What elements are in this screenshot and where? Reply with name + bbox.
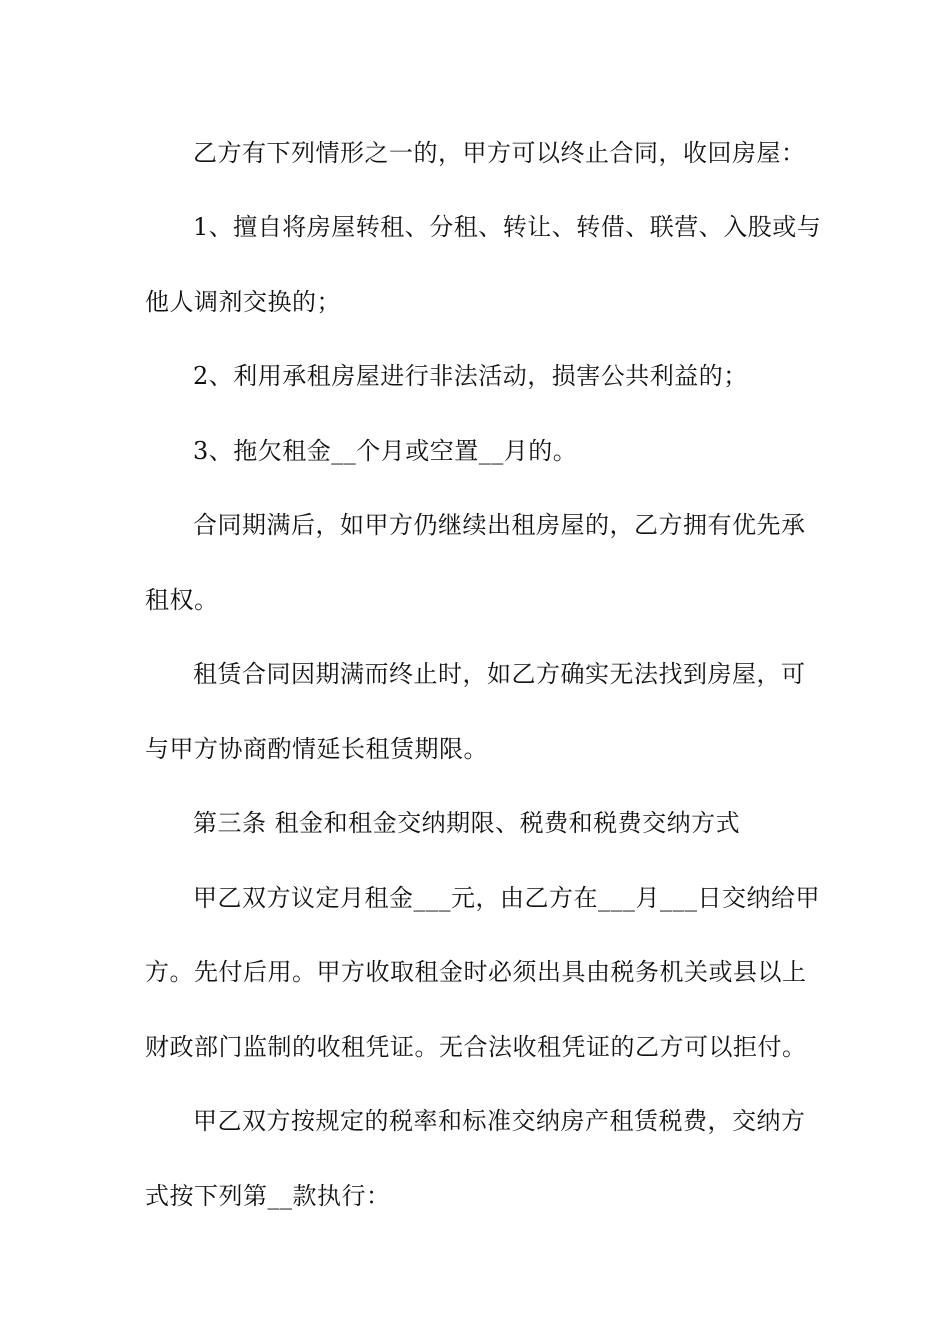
paragraph-rent-amount-continued-1: 方。先付后用。甲方收取租金时必须出具由税务机关或县以上	[145, 958, 807, 986]
paragraph-extension: 租赁合同因期满而终止时，如乙方确实无法找到房屋，可	[193, 660, 806, 688]
clause-item-1: 1、擅自将房屋转租、分租、转让、转借、联营、入股或与	[193, 213, 822, 241]
clause-item-2: 2、利用承租房屋进行非法活动，损害公共利益的；	[193, 362, 748, 390]
article-3-heading: 第三条 租金和租金交纳期限、税费和税费交纳方式	[193, 809, 741, 837]
paragraph-rent-amount-continued-2: 财政部门监制的收租凭证。无合法收租凭证的乙方可以拒付。	[145, 1033, 807, 1061]
paragraph-renewal-priority: 合同期满后，如甲方仍继续出租房屋的，乙方拥有优先承	[193, 511, 806, 539]
clause-item-1-continued: 他人调剂交换的；	[145, 288, 341, 316]
paragraph-renewal-priority-continued: 租权。	[145, 586, 219, 614]
clause-item-3: 3、拖欠租金__个月或空置__月的。	[193, 437, 578, 465]
paragraph-tax-payment: 甲乙双方按规定的税率和标准交纳房产租赁税费，交纳方	[193, 1107, 806, 1135]
paragraph-termination-intro: 乙方有下列情形之一的，甲方可以终止合同，收回房屋：	[193, 139, 806, 167]
paragraph-rent-amount: 甲乙双方议定月租金___元，由乙方在___月___日交纳给甲	[193, 884, 820, 912]
paragraph-extension-continued: 与甲方协商酌情延长租赁期限。	[145, 735, 488, 763]
paragraph-tax-payment-continued: 式按下列第__款执行：	[145, 1182, 391, 1210]
